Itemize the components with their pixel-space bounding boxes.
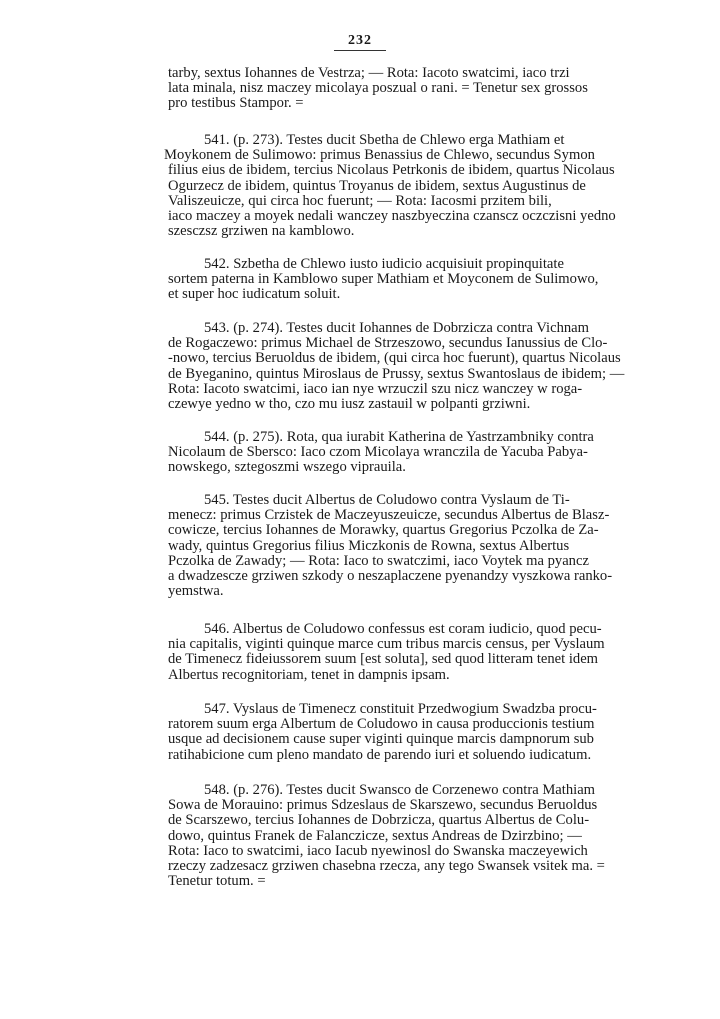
text-line: 541. (p. 273). Testes ducit Sbetha de Chlewo erga Mathiam et [204, 132, 565, 148]
text-line: de Rogaczewo: primus Michael de Strzeszowo, secundus Ianussius de Clo- [168, 335, 608, 352]
text-line: ratihabicione cum pleno mandato de parendo iuri et soluendo iudicatum. [168, 746, 592, 763]
entry-544 [168, 430, 692, 476]
entry-543 [168, 321, 692, 412]
entry-542 [168, 257, 692, 303]
text-line: Tenetur totum. = [168, 873, 266, 890]
text-line: yemstwa. [168, 583, 224, 600]
text-line: 547. Vyslaus de Timenecz constituit Przedwogium Swadzba procu- [204, 701, 597, 717]
text-line: iaco maczey a moyek nedali wanczey naszbyeczina czanscz oczczisni yedno [168, 208, 616, 225]
text-line: Moykonem de Sulimowo: primus Benassius de Chlewo, secundus Symon [164, 147, 595, 164]
text-line: 544. (p. 275). Rota, qua iurabit Katherina de Yastrzambniky contra [204, 429, 594, 445]
text-line: Sowa de Morauino: primus Sdzeslaus de Skarszewo, secundus Beruoldus [168, 797, 598, 814]
text-line: a dwadzescze grziwen szkody o neszaplaczene pyenandzy vyszkowa ranko- [168, 568, 613, 585]
entry-545 [168, 493, 692, 599]
text-line: de Timenecz fideiussorem suum [est soluta], sed quod litteram tenet idem [168, 651, 599, 668]
text-line: sortem paterna in Kamblowo super Mathiam et Moyconem de Sulimowo, [168, 271, 599, 288]
text-line: Rota: Iacoto swatcimi, iaco ian nye wrzuczil szu nicz wanczey w roga- [168, 380, 583, 397]
text-line: Ogurzecz de ibidem, quintus Troyanus de ibidem, sextus Augustinus de [168, 177, 586, 194]
text-line: Albertus recognitoriam, tenet in dampnis ipsam. [168, 666, 450, 683]
text-line: 543. (p. 274). Testes ducit Iohannes de Dobrzicza contra Vichnam [204, 320, 589, 336]
entry-547 [168, 702, 692, 763]
entry-541 [164, 132, 692, 240]
text-line: et super hoc iudicatum soluit. [168, 286, 341, 303]
entry-548 [168, 783, 692, 889]
text-line: Nicolaum de Sbersco: Iaco czom Micolaya wranczila de Yacuba Pabya- [168, 444, 588, 461]
text-line: Rota: Iaco to swatcimi, iaco Iacub nyewinosl do Swanska maczeyewich [168, 842, 588, 859]
text-line: lata minala, nisz maczey micolaya poszual o rani. = Tenetur sex grossos [168, 80, 588, 97]
text-line: dowo, quintus Franek de Falanczicze, sextus Andreas de Dzirzbino; — [168, 827, 582, 844]
text-line: 542. Szbetha de Chlewo iusto iudicio acquisiuit propinquitate [204, 256, 564, 272]
entry-546 [168, 622, 692, 683]
text-line: wady, quintus Gregorius filius Miczkonis de Rowna, sextus Albertus [168, 537, 570, 554]
page-number [0, 33, 720, 51]
text-line: nia capitalis, viginti quinque marce cum tribus marcis census, per Vyslaum [168, 636, 605, 653]
text-line: menecz: primus Crzistek de Maczeyuszeuicze, secundus Albertus de Blasz- [168, 507, 610, 524]
entry-continuation [168, 66, 692, 112]
text-line: cowicze, tercius Iohannes de Morawky, quartus Gregorius Pczolka de Za- [168, 522, 599, 539]
text-line: rzeczy zadzesacz grziwen chasebna rzecza, any tego Swansek vsitek ma. = [168, 858, 605, 875]
text-line: -nowo, tercius Beruoldus de ibidem, (qui circa hoc fuerunt), quartus Nicolaus [168, 350, 621, 367]
text-line: pro testibus Stampor. = [168, 95, 304, 112]
text-line: Valiszeuicze, qui circa hoc fuerunt; — Rota: Iacosmi przitem bili, [168, 192, 552, 209]
text-line: czewye yedno w tho, czo mu iusz zastauil w polpanti grziwni. [168, 396, 531, 413]
page-number-rule [334, 50, 386, 51]
text-line: usque ad decisionem cause super viginti quinque marcis dampnorum sub [168, 731, 594, 748]
text-line: de Byeganino, quintus Miroslaus de Prussy, sextus Swantoslaus de ibidem; — [168, 365, 625, 382]
text-line: Pczolka de Zawady; — Rota: Iaco to swatczimi, iaco Voytek ma pyancz [168, 552, 589, 569]
text-line: 548. (p. 276). Testes ducit Swansco de Corzenewo contra Mathiam [204, 782, 596, 798]
text-line: filius eius de ibidem, tercius Nicolaus Petrkonis de ibidem, quartus Nicolaus [168, 162, 615, 179]
text-line: szesczsz grziwen na kamblowo. [168, 223, 355, 240]
text-line: tarby, sextus Iohannes de Vestrza; — Rota: Iacoto swatcimi, iaco trzi [168, 65, 570, 81]
text-line: nowskego, sztegoszmi wszego viprauila. [168, 459, 406, 476]
text-line: 545. Testes ducit Albertus de Coludowo contra Vyslaum de Ti- [204, 492, 570, 508]
text-line: 546. Albertus de Coludowo confessus est coram iudicio, quod pecu- [204, 621, 602, 637]
page-number-text: 232 [348, 33, 372, 48]
text-line: ratorem suum erga Albertum de Coludowo in causa produccionis testium [168, 716, 595, 733]
text-line: de Scarszewo, tercius Iohannes de Dobrzicza, quartus Albertus de Colu- [168, 812, 590, 829]
